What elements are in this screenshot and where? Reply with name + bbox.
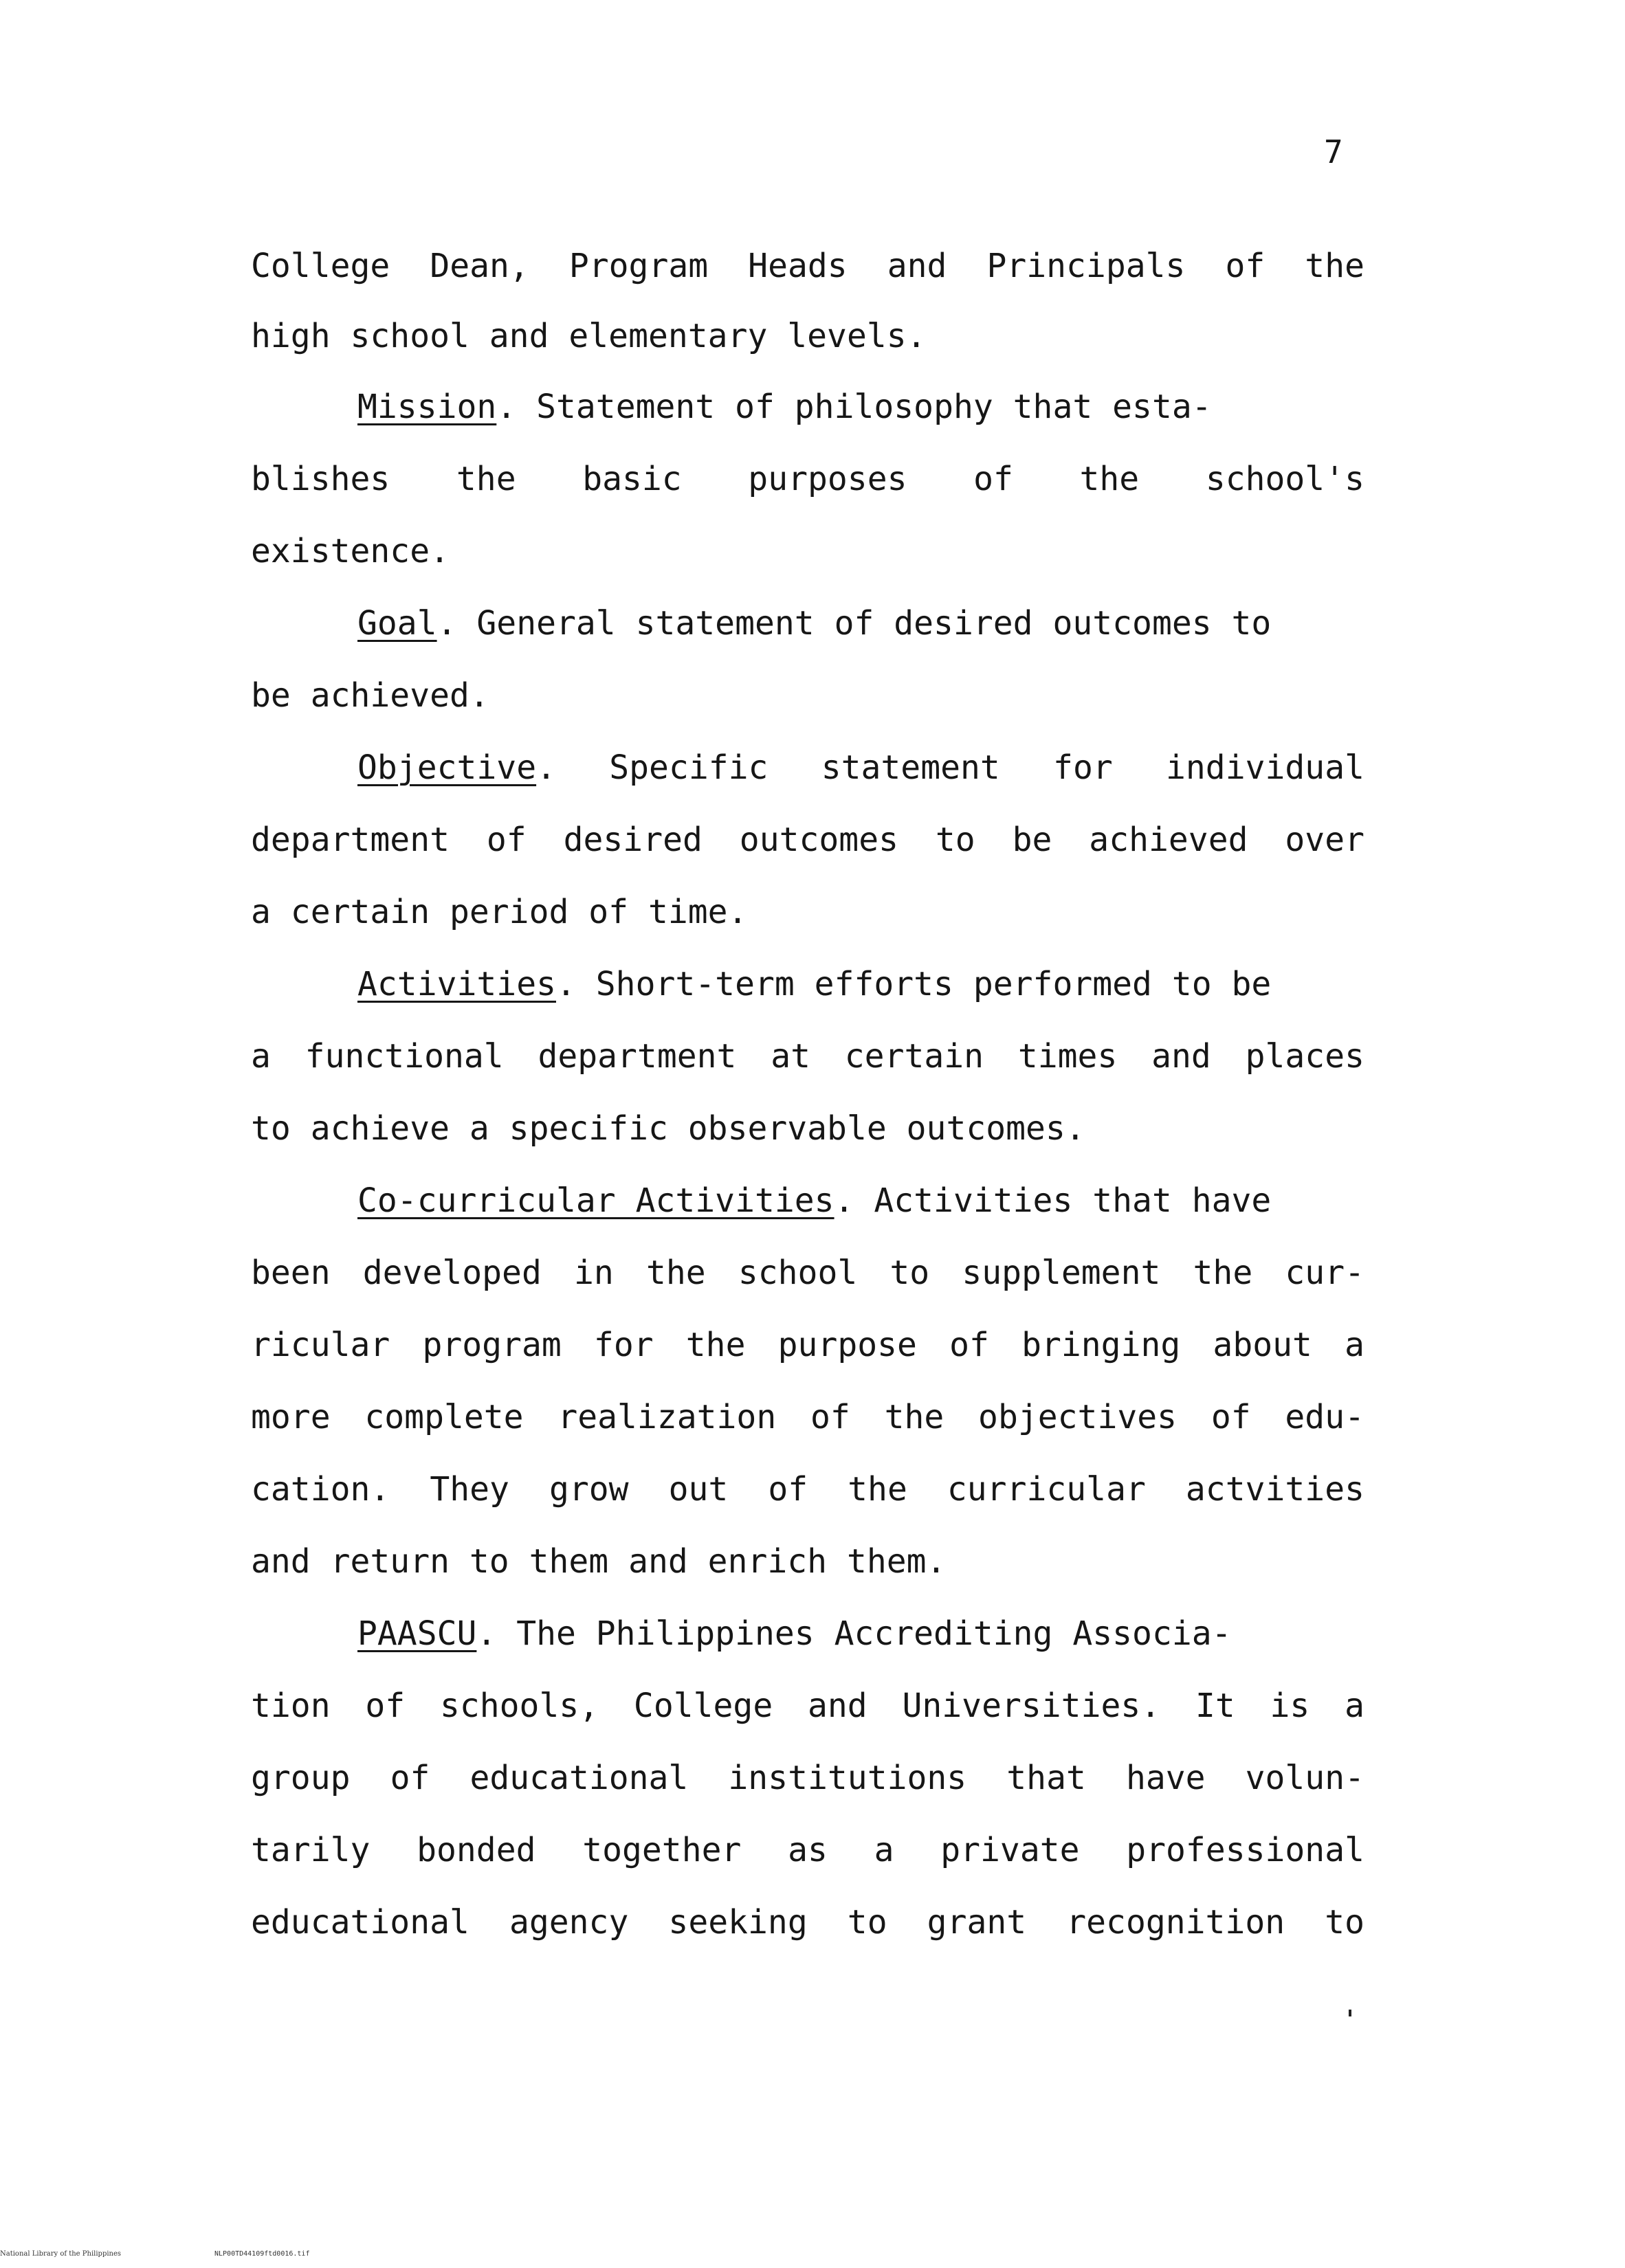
page-number: 7: [1324, 133, 1343, 170]
definition-mission-text: . Statement of philosophy that esta-: [496, 388, 1212, 426]
definition-paascu: [357, 1612, 1364, 1656]
term-objective: Objective: [357, 748, 537, 787]
text-line-7: be achieved.: [251, 676, 489, 715]
term-paascu: PAASCU: [357, 1614, 477, 1653]
text-line-4: blishes the basic purposes of the school's: [251, 460, 1364, 498]
text-line-9: department of desired outcomes to be achieved over: [251, 821, 1364, 859]
text-line-13: to achieve a specific observable outcomes.: [251, 1109, 1085, 1148]
text-line-18: cation. They grow out of the curricular actvities: [251, 1470, 1364, 1509]
definition-objective-text: . Specific statement for individual: [536, 748, 1364, 787]
term-mission: Mission: [357, 388, 497, 426]
term-goal: Goal: [357, 604, 437, 643]
text-line-15: been developed in the school to supplement the cur-: [251, 1254, 1364, 1292]
definition-objective: [357, 746, 1364, 790]
scan-speck: [1349, 2010, 1351, 2016]
term-activities: Activities: [357, 965, 556, 1003]
text-line-21: tion of schools, College and Universities. It is a: [251, 1687, 1364, 1725]
definition-paascu-text: . The Philippines Accrediting Associa-: [476, 1614, 1232, 1653]
text-line-5: existence.: [251, 532, 450, 570]
footer-library-credit: National Library of the Philippines: [0, 2250, 122, 2258]
definition-goal-text: . General statement of desired outcomes to: [436, 604, 1272, 643]
text-line-24: educational agency seeking to grant recognition to: [251, 1903, 1364, 1942]
text-line-2: high school and elementary levels.: [251, 317, 927, 355]
text-line-10: a certain period of time.: [251, 893, 748, 931]
definition-activities-text: . Short-term efforts performed to be: [555, 965, 1272, 1003]
definition-activities: [357, 962, 1364, 1006]
text-line-22: group of educational institutions that have volun-: [251, 1759, 1364, 1797]
definition-mission: [357, 385, 1364, 429]
definition-cocurricular: [357, 1179, 1364, 1223]
term-cocurricular-activities: Co-curricular Activities: [357, 1181, 834, 1220]
footer-file-id: NLP00TD44109ftd0016.tif: [214, 2250, 310, 2258]
text-line-23: tarily bonded together as a private professional: [251, 1831, 1364, 1869]
definition-cocurricular-text: . Activities that have: [834, 1181, 1272, 1220]
definition-goal: [357, 601, 1364, 645]
text-line-19: and return to them and enrich them.: [251, 1542, 947, 1581]
text-line-16: ricular program for the purpose of bringing about a: [251, 1326, 1364, 1364]
text-line-12: a functional department at certain times and places: [251, 1037, 1364, 1076]
text-line-17: more complete realization of the objectives of edu-: [251, 1398, 1364, 1436]
text-line-1: College Dean, Program Heads and Principals of the: [251, 247, 1364, 285]
